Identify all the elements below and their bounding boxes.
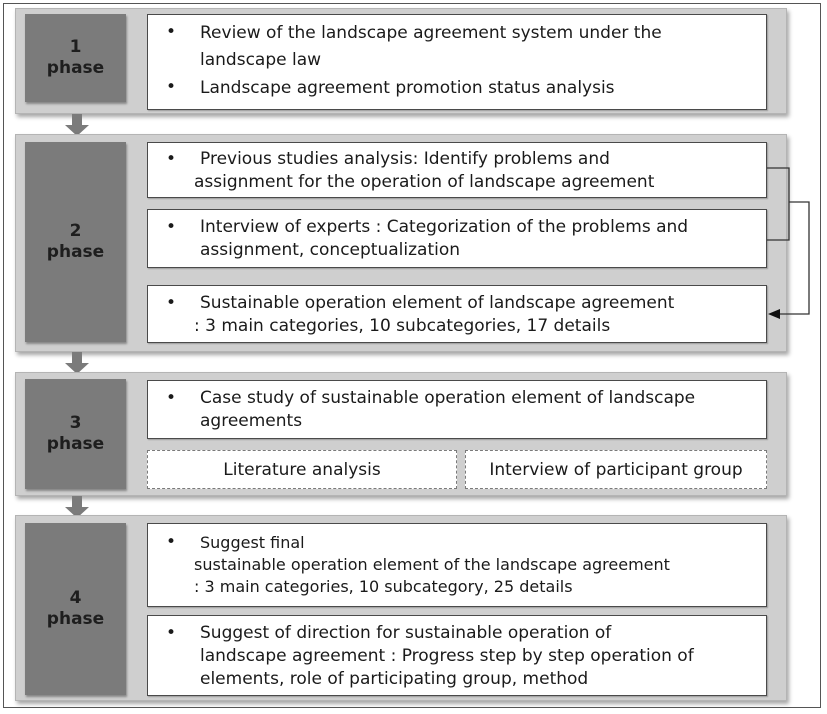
phase-2-box-2-line-1: Interview of experts : Categorization of the problems and [200,217,689,237]
phase-3-number: 3 [69,413,82,433]
phase-4-box-2-line-2: landscape agreement : Progress step by step operation of [200,646,694,666]
phase-1-item-2-line-1: Landscape agreement promotion status analysis [200,78,615,98]
bullet: • [166,388,177,408]
phase-2-box-2-line-2: assignment, conceptualization [200,240,461,260]
phase-1-word: phase [46,58,105,78]
phase-3-word: phase [46,434,105,454]
phase-2-box-3 [147,285,767,343]
bullet: • [166,623,177,643]
phase-2-number: 2 [69,221,82,241]
bullet: • [166,217,177,237]
phase-3-label [25,379,126,489]
phase-4-word: phase [46,609,105,629]
phase-4-box-1-line-2: sustainable operation element of the landscape agreement [194,555,670,574]
phase-4-box-2-line-1: Suggest of direction for sustainable operation of [200,623,612,643]
bracket-connector [767,160,815,330]
phase-1-number: 1 [69,37,82,57]
phase-4-box-2-line-3: elements, role of participating group, method [200,669,589,689]
phase-3-content-box [147,380,767,439]
bullet: • [166,293,177,313]
phase-4-box-1-line-3: : 3 main categories, 10 subcategory, 25 details [194,577,573,596]
phase-1-content-box [147,14,767,110]
phase-2-box-3-line-2: : 3 main categories, 10 subcategories, 17 details [194,316,611,336]
phase-2-box-1-line-2: assignment for the operation of landscape agreement [194,172,655,192]
phase-2-word: phase [46,242,105,262]
phase-2-box-3-line-1: Sustainable operation element of landscape agreement [200,293,675,313]
phase-3-box-1-line-2: agreements [200,411,303,431]
phase-4-box-2 [147,615,767,696]
method-participant-interview: Interview of participant group [465,450,767,489]
phase-2-box-2 [147,209,767,268]
phase-1-label [25,14,126,102]
phase-2-box-1-line-1: Previous studies analysis: Identify problems and [200,149,610,169]
phase-4-label [25,523,126,695]
phase-3-box-1-line-1: Case study of sustainable operation element of landscape [200,388,696,408]
phase-4-box-1 [147,523,767,607]
phase-4-box-1-line-1: Suggest final [200,533,305,552]
bullet: • [166,532,177,552]
phase-4-number: 4 [69,588,82,608]
bullet: • [166,149,177,169]
bullet: • [166,22,177,42]
phase-1-item-1-line-2: landscape law [200,50,322,70]
method-literature-analysis: Literature analysis [147,450,457,489]
phase-2-label [25,142,126,342]
phase-1-item-1-line-1: Review of the landscape agreement system under the [200,23,662,43]
bullet: • [166,77,177,97]
phase-2-box-1 [147,142,767,198]
